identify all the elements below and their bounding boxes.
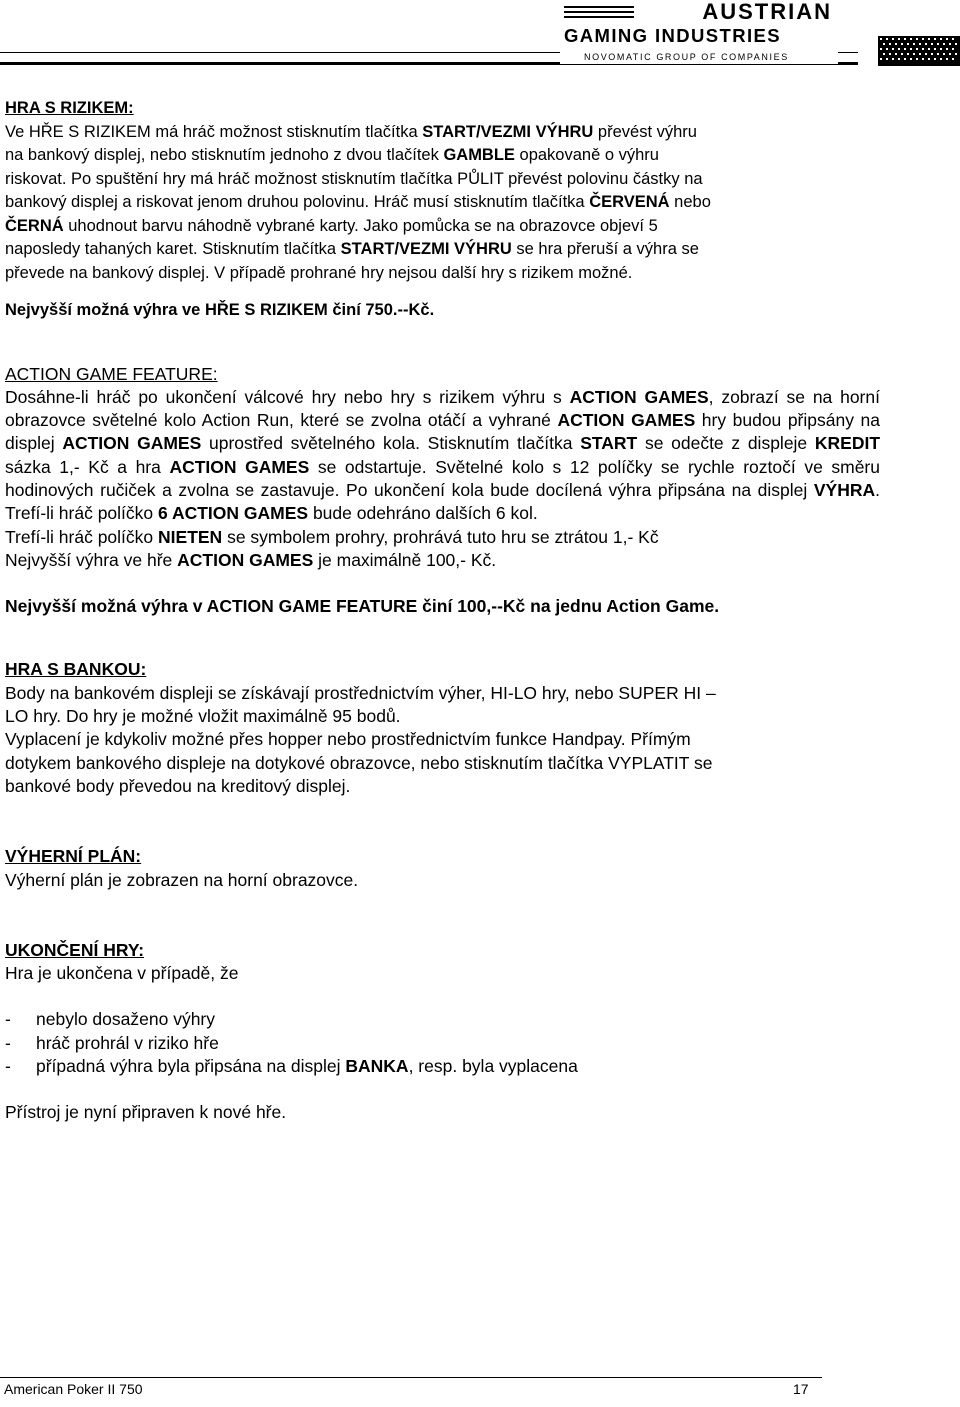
risk-text: nebo [669, 193, 711, 211]
risk-text-bold: GAMBLE [443, 146, 515, 164]
risk-max-win: Nejvyšší možná výhra ve HŘE S RIZIKEM činí 750.--Kč. [5, 301, 435, 319]
section-action-game [5, 363, 880, 619]
footer-rule [0, 1377, 822, 1378]
section-win-plan [5, 845, 880, 892]
risk-text-bold: START/VEZMI VÝHRU [422, 122, 594, 141]
bank-text: bankové body převedou na kreditový displej. [5, 775, 351, 796]
bank-text: dotykem bankového displeje na dotykové obrazovce, nebo stisknutím tlačítka VYPLATIT se [5, 752, 713, 773]
bank-text: Body na bankovém displeji se získávají prostřednictvím výher, HI-LO hry, nebo SUPER HI – [5, 682, 716, 703]
section-risk-game [5, 97, 880, 323]
list-item-text: případná výhra byla připsána na displej BANKA, resp. byla vyplacena [36, 1056, 578, 1077]
risk-text: uhodnout barvu náhodně vybrané karty. Jako pomůcka se na obrazovce objeví 5 [63, 216, 658, 235]
risk-text-bold: START/VEZMI VÝHRU [340, 240, 512, 258]
list-item [5, 1032, 880, 1055]
risk-text: převede na bankový displej. V případě prohrané hry nejsou další hry s rizikem možné. [5, 263, 633, 282]
device-ready-text: Přístroj je nyní připraven k nové hře. [5, 1102, 287, 1123]
list-item [5, 1008, 880, 1031]
section-bank-game [5, 658, 880, 798]
section-heading-action: ACTION GAME FEATURE: [5, 363, 218, 384]
risk-text: převést výhru [593, 122, 697, 141]
section-game-end [5, 939, 880, 1125]
section-heading-end: UKONČENÍ HRY: [5, 939, 145, 960]
action-nieten-text: Trefí-li hráč políčko NIETEN se symbolem prohry, prohrává tuto hru se ztrátou 1,- Kč [5, 526, 659, 547]
risk-text: se hra přeruší a výhra se [511, 240, 699, 258]
list-item-text: hráč prohrál v riziko hře [36, 1032, 219, 1053]
bank-text: Vyplacení je kdykoliv možné přes hopper nebo prostřednictvím funkce Handpay. Přímým [5, 729, 691, 750]
action-paragraph: Dosáhne-li hráč po ukončení válcové hry nebo hry s rizikem výhru s ACTION GAMES, zobrazí se na horní obrazovce světelné kolo Action Run, které se zvolna otáčí a vyhrané ACTION GAMES hry budou připsány na displej ACTION GAMES uprostřed světelného kola. Stisknutím tlačítka START se odečte z displeje KREDIT sázka 1,- Kč a hra ACTION GAMES se odstartuje. Světelné kolo s 12 políčky se rychle roztočí ve směru hodinových ručiček a zvolna se zastavuje. Po ukončení kola bude docílená výhra připsána na displej VÝHRA. Trefí-li hráč políčko 6 ACTION GAMES bude odehráno dalších 6 kol. [5, 386, 881, 524]
logo-text-novomatic: NOVOMATIC GROUP OF COMPANIES [584, 52, 789, 62]
list-dash: - [5, 1056, 11, 1077]
risk-text: riskovat. Po spuštění hry má hráč možnost stisknutím tlačítka PŮLIT převést polovinu částky na [5, 169, 703, 188]
section-heading-risk: HRA S RIZIKEM: [5, 99, 134, 117]
plan-text: Výherní plán je zobrazen na horní obrazovce. [5, 869, 359, 890]
risk-text: naposledy tahaných karet. Stisknutím tlačítka [5, 240, 341, 258]
corner-pattern-graphic [870, 26, 960, 66]
list-item [5, 1055, 880, 1078]
logo-stripe [564, 11, 634, 13]
list-dash: - [5, 1032, 11, 1053]
risk-text: opakovaně o výhru [514, 146, 659, 164]
logo-stripe [564, 16, 634, 18]
footer-document-title: American Poker II 750 [4, 1381, 143, 1397]
logo-text-gaming-industries: GAMING INDUSTRIES [564, 25, 782, 46]
risk-text: na bankový displej, nebo stisknutím jednoho z dvou tlačítek [5, 146, 444, 164]
section-heading-bank: HRA S BANKOU: [5, 659, 147, 680]
risk-text-bold: ČERVENÁ [589, 193, 670, 211]
bank-text: LO hry. Do hry je možné vložit maximálně 95 bodů. [5, 706, 401, 727]
document-body [5, 97, 880, 1125]
list-dash: - [5, 1009, 11, 1030]
risk-text-bold: ČERNÁ [5, 216, 64, 235]
company-logo [560, 0, 838, 64]
list-item-text: nebylo dosaženo výhry [36, 1009, 215, 1030]
logo-text-austrian: AUSTRIAN [702, 0, 832, 24]
action-max-text: Nejvyšší výhra ve hře ACTION GAMES je maximálně 100,- Kč. [5, 549, 497, 570]
section-heading-plan: VÝHERNÍ PLÁN: [5, 846, 142, 867]
logo-stripe [564, 6, 634, 8]
risk-text: Ve HŘE S RIZIKEM má hráč možnost stisknutím tlačítka [5, 122, 423, 141]
risk-text: bankový displej a riskovat jenom druhou polovinu. Hráč musí stisknutím tlačítka [5, 193, 590, 211]
end-conditions-list [5, 1008, 880, 1078]
end-intro-text: Hra je ukončena v případě, že [5, 963, 239, 984]
footer-page-number: 17 [793, 1381, 809, 1397]
action-max-win: Nejvyšší možná výhra v ACTION GAME FEATURE činí 100,--Kč na jednu Action Game. [5, 596, 720, 617]
